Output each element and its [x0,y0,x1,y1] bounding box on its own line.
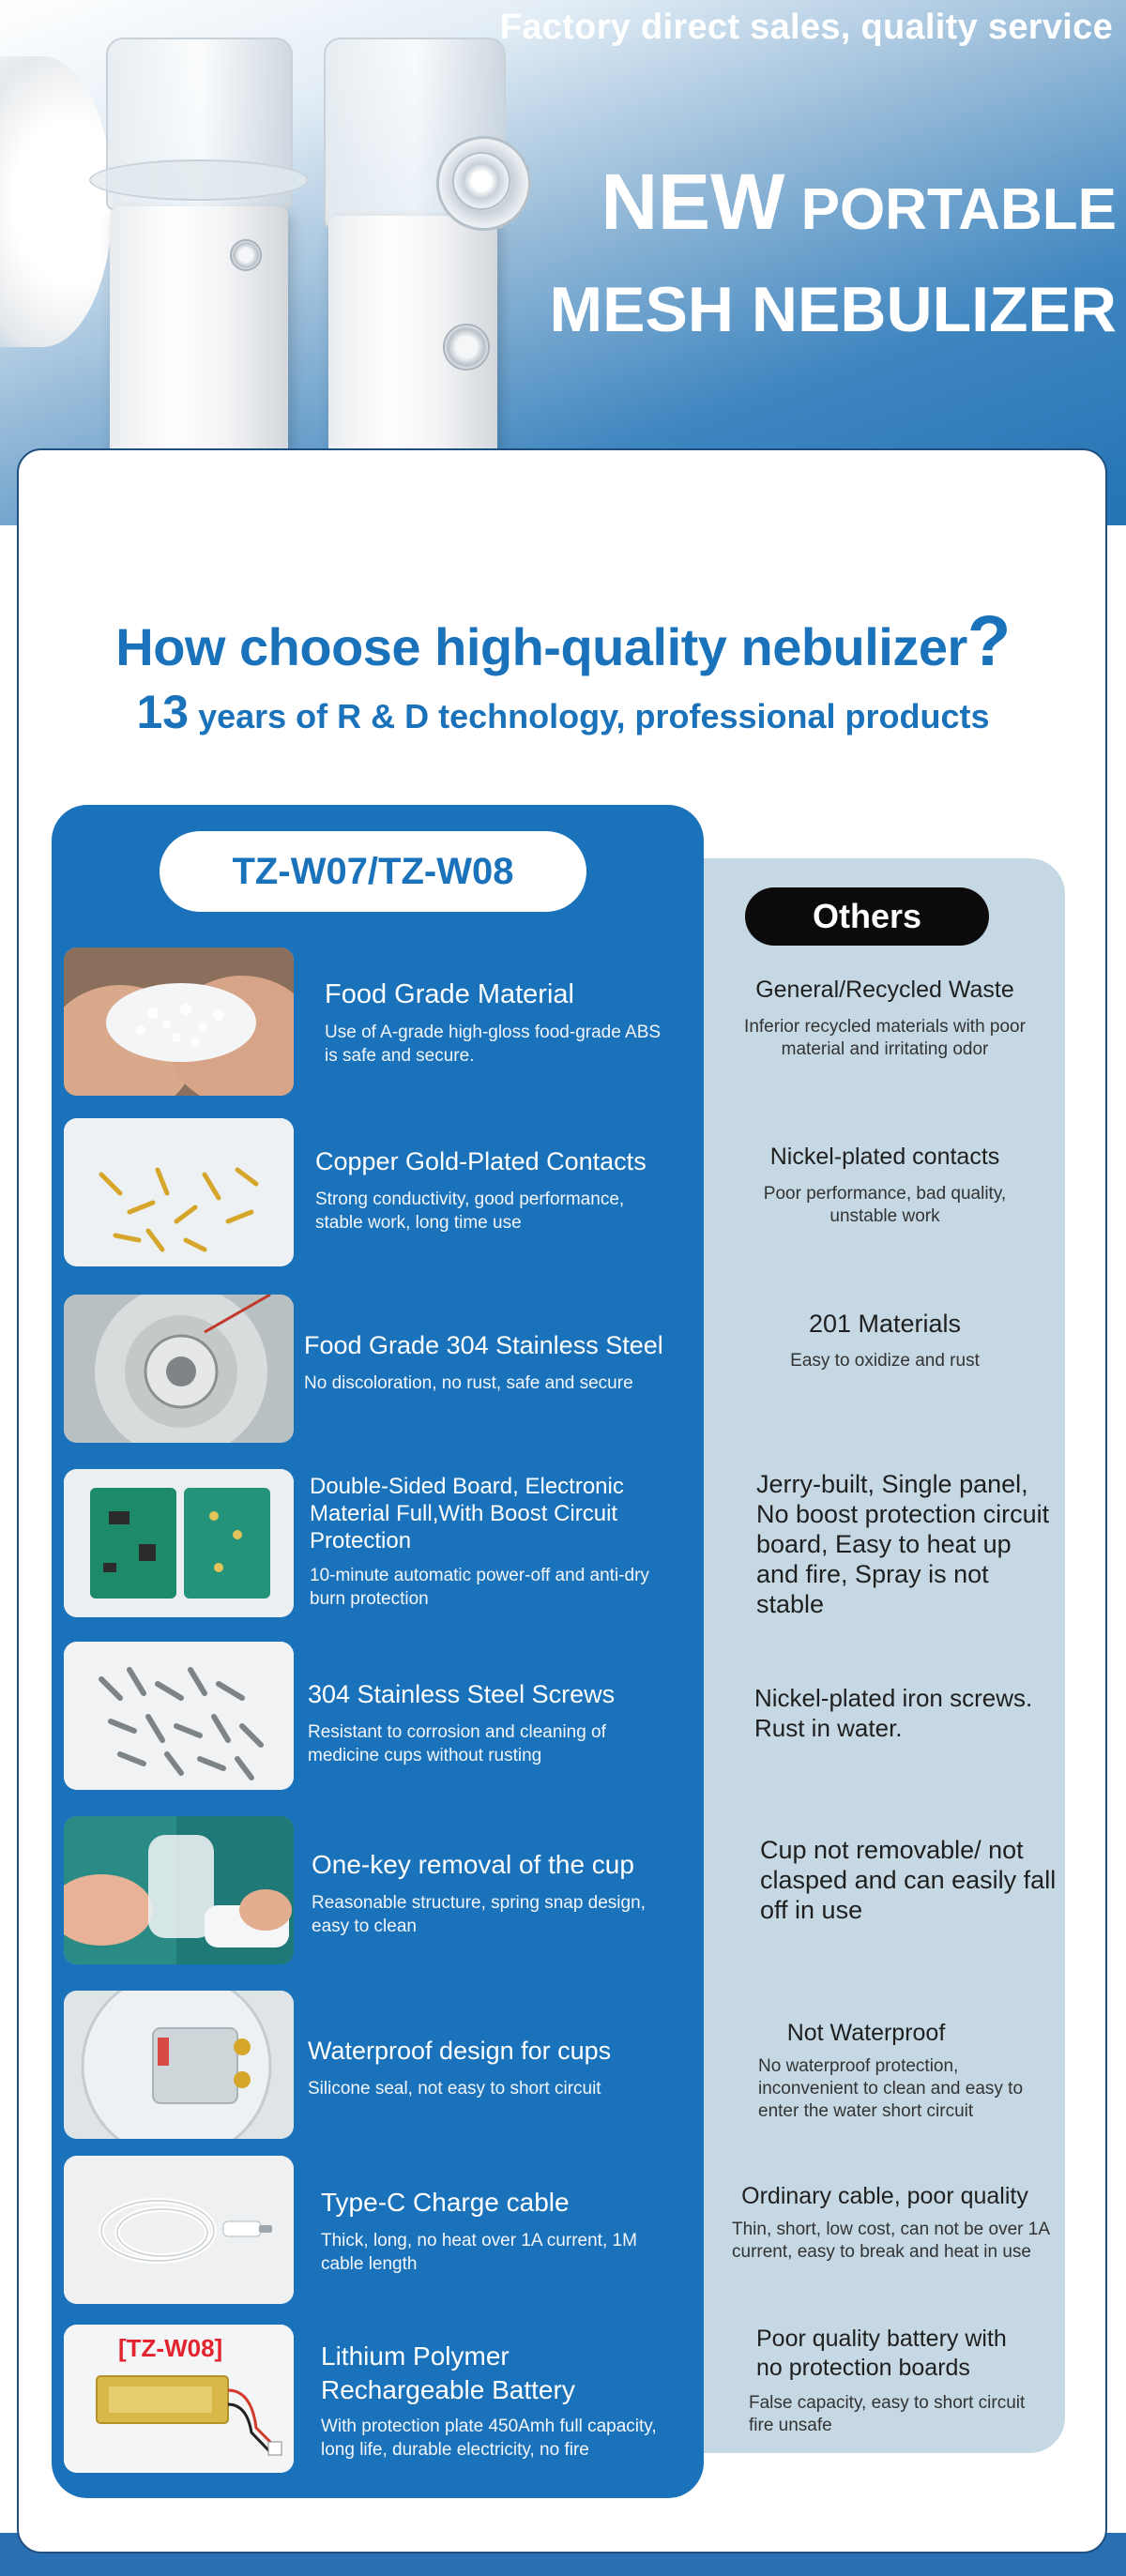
other-title: Poor quality battery with no protection boards [756,2326,1007,2381]
feature-title: Double-Sided Board, Electronic Material Full,With Boost Circuit Protection [310,1474,624,1553]
other-desc: Inferior recycled materials with poor material and irritating odor [744,1017,1026,1059]
hero-title [535,159,1117,352]
comparison-row [0,947,1126,1102]
feature-title: Copper Gold-Plated Contacts [315,1147,647,1175]
other-title: Jerry-built, Single panel, No boost protection circuit board, Easy to heat up and fire, Spray is not stable [756,1470,1050,1618]
hero-title-new: NEW [601,158,785,246]
other-desc: No waterproof protection, inconvenient to clean and easy to enter the water short circuit [758,2056,1024,2121]
subtitle-number: 13 [136,686,190,738]
hero-title-line1: PORTABLE [784,177,1117,242]
other-title: General/Recycled Waste [755,977,1014,1003]
section-question-text: How choose high-quality nebulizer [115,617,967,676]
other-title: Nickel-plated contacts [769,1144,1000,1170]
hero-title-line2: MESH NEBULIZER [549,274,1117,345]
thumbnail-cable [64,2156,294,2304]
feature-desc: 10-minute automatic power-off and anti-dry burn protection [310,1566,649,1609]
thumbnail-pellets [64,947,294,1096]
feature-title: Lithium Polymer Rechargeable Battery [321,2341,575,2404]
feature-title: Food Grade Material [325,979,574,1009]
others-label: Others [745,887,989,946]
thumbnail-model-label: [TZ-W08] [118,2334,223,2362]
section-question-mark: ? [966,601,1011,681]
feature-desc: With protection plate 450Amh full capacity, long life, durable electricity, no fire [321,2417,657,2460]
comparison-row [0,1469,1126,1624]
comparison-row [0,1816,1126,1971]
other-desc: False capacity, easy to short circuit fire unsafe [749,2393,1026,2435]
thumbnail-screws [64,1642,294,1790]
comparison-row [0,1295,1126,1449]
comparison-row [0,1991,1126,2145]
section-subtitle [0,685,1126,739]
other-title: Cup not removable/ not clasped and can easily fall off in use [760,1836,1057,1924]
subtitle-text: years of R & D technology, professional products [189,697,990,735]
feature-desc: Silicone seal, not easy to short circuit [308,2079,601,2099]
feature-title: 304 Stainless Steel Screws [308,1680,616,1708]
feature-desc: Resistant to corrosion and cleaning of medicine cups without rusting [308,1722,606,1765]
thumbnail-battery [64,2325,294,2473]
thumbnail-waterproof-seal [64,1991,294,2139]
hero-banner [0,0,1126,525]
thumbnail-circuit-board [64,1469,294,1617]
other-title: Nickel-plated iron screws. Rust in water. [754,1684,1033,1742]
feature-desc: No discoloration, no rust, safe and secure [304,1373,633,1393]
feature-desc: Thick, long, no heat over 1A current, 1M cable length [321,2231,637,2274]
thumbnail-mesh-disc [64,1295,294,1443]
feature-desc: Strong conductivity, good performance, stable work, long time use [315,1190,625,1233]
other-title: Ordinary cable, poor quality [741,2183,1028,2209]
thumbnail-cup-removal [64,1816,294,1964]
comparison-row [0,2325,1126,2479]
feature-title: Type-C Charge cable [321,2188,570,2217]
other-title: Not Waterproof [786,2020,946,2046]
hero-tagline: Factory direct sales, quality service [499,8,1113,47]
section-question [0,600,1126,682]
other-desc: Easy to oxidize and rust [790,1351,980,1371]
model-label: TZ-W07/TZ-W08 [160,831,586,912]
other-desc: Poor performance, bad quality, unstable work [763,1184,1007,1226]
feature-title: One-key removal of the cup [312,1850,634,1879]
feature-title: Food Grade 304 Stainless Steel [304,1331,663,1359]
feature-desc: Use of A-grade high-gloss food-grade ABS is safe and secure. [325,1023,662,1066]
comparison-row [0,2156,1126,2311]
other-desc: Thin, short, low cost, can not be over 1A current, easy to break and heat in use [732,2220,1049,2262]
feature-title: Waterproof design for cups [308,2037,612,2065]
comparison-row [0,1642,1126,1796]
other-title: 201 Materials [808,1310,962,1338]
thumbnail-contacts [64,1118,294,1266]
comparison-row [0,1118,1126,1273]
feature-desc: Reasonable structure, spring snap design, easy to clean [312,1893,646,1936]
